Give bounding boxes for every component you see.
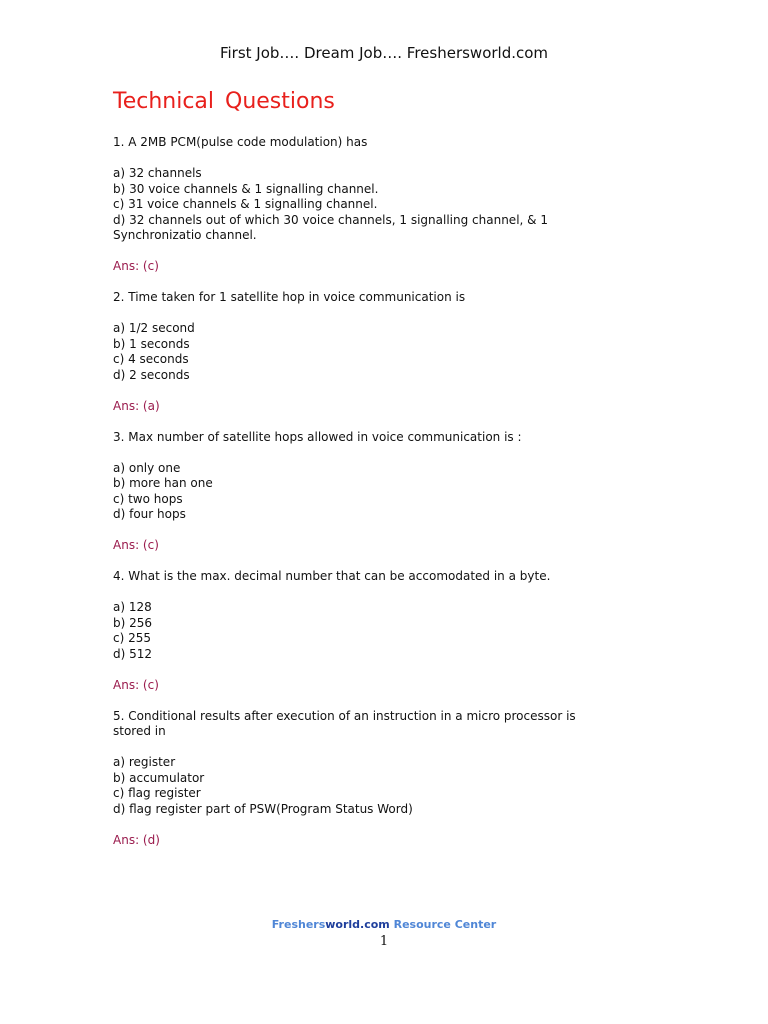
option-a: a) register	[113, 755, 176, 769]
footer-brand-world: world.com	[325, 918, 390, 931]
question-block-4	[113, 569, 613, 693]
option-b: b) 256	[113, 615, 153, 630]
option-a: a) 32 channels	[113, 166, 202, 180]
questions-list	[113, 135, 613, 864]
question-text: 4. What is the max. decimal number that can be accomodated in a byte.	[113, 569, 551, 583]
question-block-5	[113, 709, 613, 849]
option-d: d) 32 channels out of which 30 voice channels, 1 signalling channel, & 1 Synchronizatio channel.	[113, 212, 548, 242]
page-header: First Job…. Dream Job…. Freshersworld.com	[219, 44, 549, 62]
option-a: a) 128	[113, 600, 152, 614]
option-c: c) flag register	[113, 786, 201, 800]
answer-text: Ans: (a)	[113, 398, 160, 413]
question-text: 1. A 2MB PCM(pulse code modulation) has	[113, 135, 368, 149]
option-d: d) 512	[113, 646, 153, 661]
option-d: d) four hops	[113, 507, 186, 521]
options-list	[113, 321, 613, 383]
question-block-2	[113, 290, 613, 414]
footer-resource-center: Resource Center	[389, 918, 497, 931]
option-d: d) 2 seconds	[113, 367, 190, 382]
page-number: 1	[379, 934, 389, 949]
answer-text: Ans: (c)	[113, 538, 159, 552]
question-block-3	[113, 430, 613, 554]
options-list	[113, 600, 613, 662]
page-title: Technical Questions	[113, 89, 335, 114]
question-block-1	[113, 135, 613, 275]
option-d: d) flag register part of PSW(Program Status Word)	[113, 801, 413, 816]
footer-brand-freshers: Freshers	[271, 918, 326, 931]
option-b: b) more han one	[113, 476, 213, 490]
option-a: a) 1/2 second	[113, 321, 195, 335]
question-text: 5. Conditional results after execution of an instruction in a micro processor is stored in	[113, 708, 576, 738]
answer-text: Ans: (c)	[113, 259, 159, 273]
option-b: b) 1 seconds	[113, 336, 190, 351]
option-c: c) 4 seconds	[113, 352, 189, 366]
options-list	[113, 461, 613, 523]
answer-text: Ans: (d)	[113, 832, 160, 847]
option-c: c) 255	[113, 631, 151, 645]
option-a: a) only one	[113, 460, 181, 475]
option-c: c) two hops	[113, 491, 183, 506]
option-c: c) 31 voice channels & 1 signalling channel.	[113, 197, 378, 211]
answer-text: Ans: (c)	[113, 677, 159, 692]
page-footer	[0, 918, 768, 931]
options-list	[113, 755, 613, 817]
option-b: b) 30 voice channels & 1 signalling channel.	[113, 181, 379, 196]
question-text: 3. Max number of satellite hops allowed in voice communication is :	[113, 429, 522, 444]
question-text: 2. Time taken for 1 satellite hop in voice communication is	[113, 290, 466, 304]
option-b: b) accumulator	[113, 770, 205, 785]
options-list	[113, 166, 613, 244]
